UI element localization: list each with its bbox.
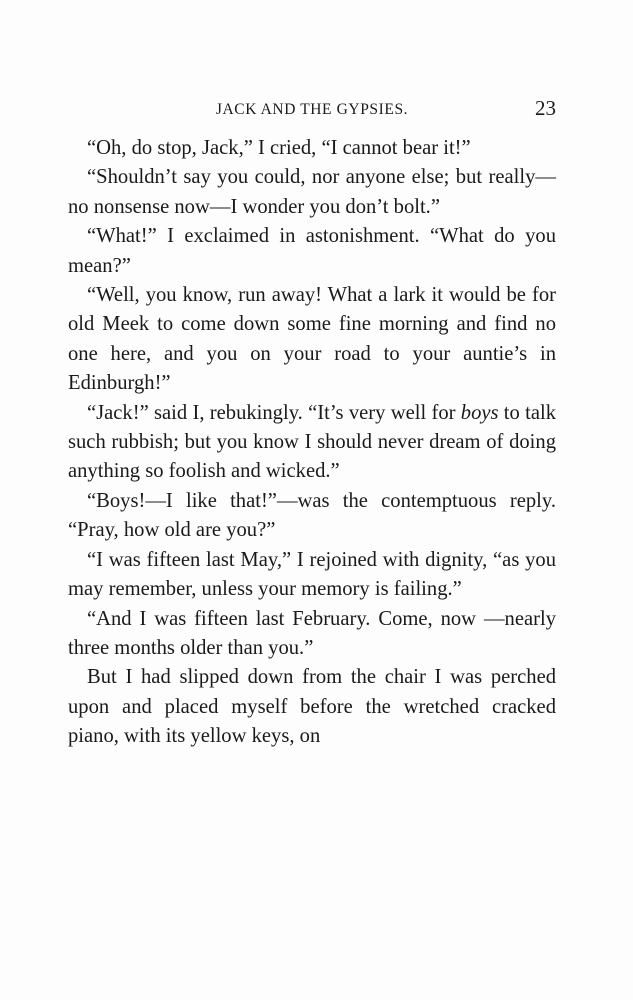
paragraph: “And I was fifteen last February. Come, now —nearly three months older than you.” xyxy=(68,607,556,659)
paragraph: “Boys!—I like that!”—was the contemptuous reply. “Pray, how old are you?” xyxy=(68,489,556,542)
paragraph: But I had slipped down from the chair I was perched upon and placed myself before the wretched cracked piano, with its yellow keys, on xyxy=(68,666,556,748)
paragraph: “Well, you know, run away! What a lark it would be for old Meek to come down some fine morning and find no one here, and you on your road to your auntie’s in Edinburgh!” xyxy=(68,284,556,395)
running-title: JACK AND THE GYPSIES. xyxy=(215,101,409,118)
paragraph: “Jack!” said I, rebukingly. “It’s very well for boys to talk such rubbish; but you know I should never dream of doing anything so foolish and wicked.” xyxy=(68,401,556,483)
paragraph: “Oh, do stop, Jack,” I cried, “I cannot bear it!” xyxy=(87,137,471,159)
page-number: 23 xyxy=(535,96,556,120)
paragraph: “I was fifteen last May,” I rejoined with dignity, “as you may remember, unless your memory is failing.” xyxy=(68,548,556,601)
body-text xyxy=(68,134,556,752)
paragraph: “What!” I exclaimed in astonishment. “What do you mean?” xyxy=(68,225,556,277)
italic-emphasis: boys xyxy=(460,401,499,424)
running-head xyxy=(68,96,556,122)
paragraph: “Shouldn’t say you could, nor anyone else; but really—no nonsense now—I wonder you don’t bolt.” xyxy=(68,166,556,218)
